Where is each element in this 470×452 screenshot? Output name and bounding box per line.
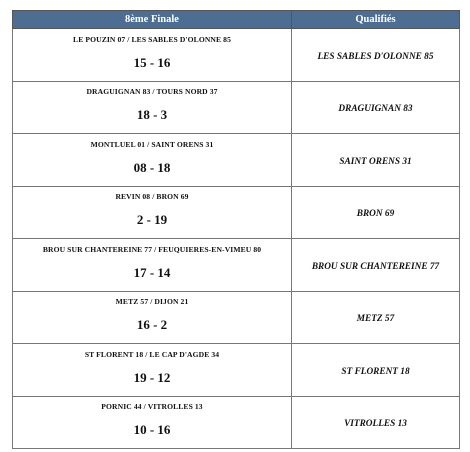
match-teams: BROU SUR CHANTEREINE 77 / FEUQUIERES-EN-VIMEU 80 [42, 244, 262, 254]
match-score: 2 - 19 [136, 212, 168, 228]
table-row [13, 396, 460, 449]
qualified-cell [292, 29, 460, 82]
table-row [13, 344, 460, 397]
match-score: 17 - 14 [133, 264, 171, 280]
qualified-cell [292, 239, 460, 292]
match-teams: LE POUZIN 07 / LES SABLES D'OLONNE 85 [73, 34, 231, 44]
match-teams: ST FLORENT 18 / LE CAP D'AGDE 34 [84, 349, 220, 359]
match-cell [13, 396, 292, 449]
match-score: 19 - 12 [133, 369, 171, 385]
match-teams: REVIN 08 / BRON 69 [115, 192, 189, 202]
match-score: 08 - 18 [133, 159, 171, 175]
match-cell [13, 134, 292, 187]
qualified-cell [292, 344, 460, 397]
match-score: 18 - 3 [136, 107, 168, 123]
match-cell [13, 239, 292, 292]
qualified-team: BRON 69 [356, 209, 395, 220]
qualified-cell [292, 396, 460, 449]
qualified-team: SAINT ORENS 31 [339, 156, 412, 167]
match-teams: MONTLUEL 01 / SAINT ORENS 31 [90, 139, 214, 149]
match-cell [13, 29, 292, 82]
match-score: 15 - 16 [133, 54, 171, 70]
match-cell [13, 344, 292, 397]
table-row [13, 29, 460, 82]
match-cell [13, 186, 292, 239]
qualified-team: LES SABLES D'OLONNE 85 [317, 51, 434, 62]
qualified-cell [292, 81, 460, 134]
match-cell [13, 291, 292, 344]
match-score: 10 - 16 [133, 422, 171, 438]
qualified-team: VITROLLES 13 [344, 419, 407, 430]
qualified-header: Qualifiés [292, 11, 460, 29]
match-teams: METZ 57 / DIJON 21 [115, 297, 189, 307]
match-score: 16 - 2 [136, 317, 168, 333]
results-table [12, 10, 460, 449]
table-row [13, 81, 460, 134]
table-row [13, 239, 460, 292]
table-row [13, 134, 460, 187]
qualified-team: METZ 57 [356, 314, 395, 325]
table-row [13, 291, 460, 344]
qualified-cell [292, 134, 460, 187]
table-row [13, 186, 460, 239]
qualified-team: BROU SUR CHANTEREINE 77 [311, 261, 440, 272]
qualified-team: ST FLORENT 18 [341, 366, 410, 377]
match-teams: PORNIC 44 / VITROLLES 13 [101, 402, 203, 412]
qualified-cell [292, 186, 460, 239]
round-header: 8ème Finale [13, 11, 292, 29]
table-header-row [13, 11, 460, 29]
match-cell [13, 81, 292, 134]
match-teams: DRAGUIGNAN 83 / TOURS NORD 37 [86, 87, 218, 97]
qualified-team: DRAGUIGNAN 83 [338, 104, 413, 115]
qualified-cell [292, 291, 460, 344]
